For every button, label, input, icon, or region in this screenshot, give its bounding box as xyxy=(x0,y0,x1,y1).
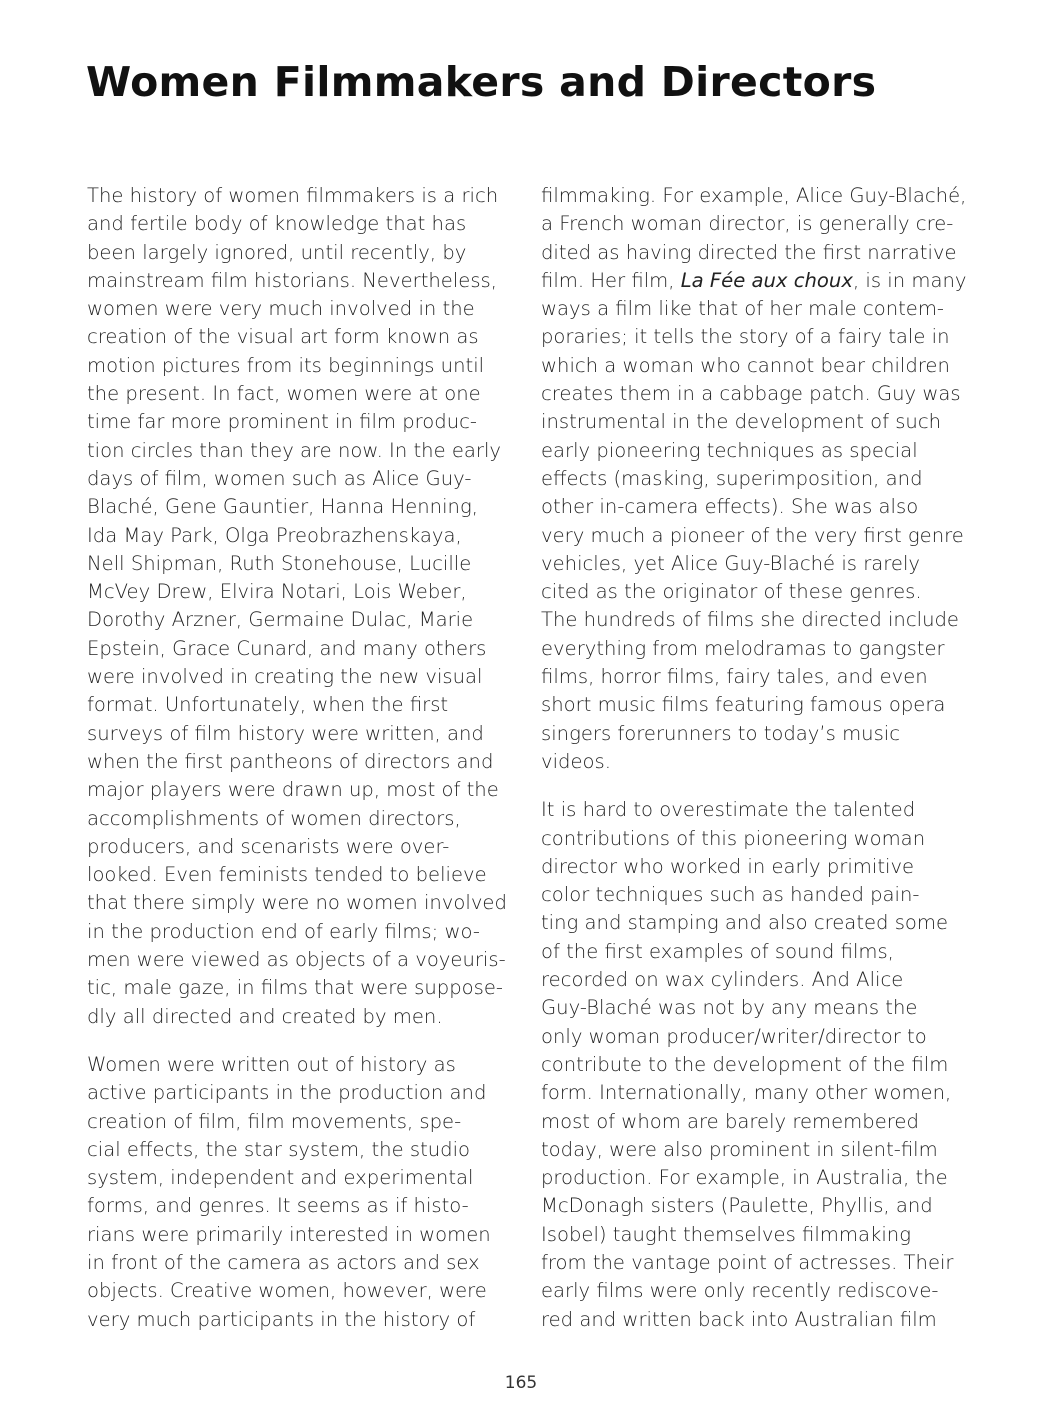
text-line: filmmaking. For example, Alice Guy-Blaché, xyxy=(541,184,967,207)
text-line: only woman producer/writer/director to xyxy=(541,1024,927,1048)
text-line: The hundreds of films she directed include xyxy=(541,608,959,632)
text-line: dly all directed and created by men. xyxy=(87,1004,443,1028)
text-line: singers forerunners to today’s music xyxy=(541,721,901,745)
text-line: color techniques such as handed pain- xyxy=(541,883,920,907)
text-line: creates them in a cabbage patch. Guy was xyxy=(541,382,961,406)
text-line: The history of women filmmakers is a rich xyxy=(87,184,499,207)
paragraph xyxy=(541,182,966,776)
text-line: mainstream film historians. Nevertheless, xyxy=(87,268,497,292)
text-line: red and written back into Australian film xyxy=(541,1307,937,1331)
film-title: La Fée aux choux xyxy=(680,268,853,292)
text-line: women were very much involved in the xyxy=(87,297,475,321)
text-line: early pioneering techniques as special xyxy=(541,438,918,462)
text-line: everything from melodramas to gangster xyxy=(541,636,945,660)
text-line: today, were also prominent in silent-film xyxy=(541,1137,938,1161)
text-line: creation of film, film movements, spe- xyxy=(87,1109,462,1133)
text-line: forms, and genres. It seems as if histo- xyxy=(87,1194,469,1218)
text-line: Isobel) taught themselves filmmaking xyxy=(541,1222,911,1246)
text-line: McDonagh sisters (Paulette, Phyllis, and xyxy=(541,1194,933,1218)
paragraph-spacer xyxy=(87,1031,507,1051)
text-line: in front of the camera as actors and sex xyxy=(87,1250,480,1274)
text-line: motion pictures from its beginnings until xyxy=(87,353,485,377)
text-fragment: , is in many xyxy=(852,268,967,292)
text-line: that there simply were no women involved xyxy=(87,891,507,915)
text-line: other in-camera effects). She was also xyxy=(541,495,919,519)
text-line: producers, and scenarists were over- xyxy=(87,834,450,858)
text-line: which a woman who cannot bear children xyxy=(541,353,950,377)
page-title: Women Filmmakers and Directors xyxy=(86,58,877,106)
text-line: Dorothy Arzner, Germaine Dulac, Marie xyxy=(87,608,474,632)
text-line: Guy-Blaché was not by any means the xyxy=(541,996,918,1020)
text-line: videos. xyxy=(541,749,611,773)
text-line: tion circles than they are now. In the early xyxy=(87,438,502,462)
text-line: films, horror films, fairy tales, and even xyxy=(541,665,928,689)
text-line: dited as having directed the first narrative xyxy=(541,240,957,264)
paragraph-spacer xyxy=(541,776,966,796)
paragraph xyxy=(87,182,507,1031)
text-line: Ida May Park, Olga Preobrazhenskaya, xyxy=(87,523,462,547)
text-line: director who worked in early primitive xyxy=(541,854,915,878)
text-line: It is hard to overestimate the talented xyxy=(541,798,916,822)
page-number: 165 xyxy=(504,1373,538,1393)
text-line: when the first pantheons of directors and xyxy=(87,749,494,773)
text-line: Women were written out of history as xyxy=(87,1052,456,1076)
text-line: Epstein, Grace Cunard, and many others xyxy=(87,636,487,660)
text-line: in the production end of early films; wo- xyxy=(87,919,480,943)
text-line: days of film, women such as Alice Guy- xyxy=(87,466,472,490)
left-column xyxy=(87,182,507,1334)
paragraph xyxy=(87,1051,507,1334)
text-line-with-film-title xyxy=(541,267,966,295)
text-line: accomplishments of women directors, xyxy=(87,806,461,830)
text-line: tic, male gaze, in films that were suppose- xyxy=(87,976,503,1000)
text-line: ting and stamping and also created some xyxy=(541,911,949,935)
text-line: been largely ignored, until recently, by xyxy=(87,240,467,264)
text-line: a French woman director, is generally cre- xyxy=(541,212,954,236)
text-line: effects (masking, superimposition, and xyxy=(541,466,923,490)
text-line: vehicles, yet Alice Guy-Blaché is rarely xyxy=(541,551,920,575)
text-line: Blaché, Gene Gauntier, Hanna Henning, xyxy=(87,495,478,519)
text-line: Nell Shipman, Ruth Stonehouse, Lucille xyxy=(87,551,472,575)
text-line: short music films featuring famous opera xyxy=(541,693,946,717)
text-line: production. For example, in Australia, the xyxy=(541,1166,948,1190)
text-line: major players were drawn up, most of the xyxy=(87,778,499,802)
text-line: men were viewed as objects of a voyeuris- xyxy=(87,948,506,972)
text-line: contributions of this pioneering woman xyxy=(541,826,926,850)
text-line: objects. Creative women, however, were xyxy=(87,1279,487,1303)
text-line: time far more prominent in film produc- xyxy=(87,410,477,434)
text-line: format. Unfortunately, when the first xyxy=(87,693,449,717)
text-line: McVey Drew, Elvira Notari, Lois Weber, xyxy=(87,580,467,604)
right-column xyxy=(541,182,966,1334)
text-line: and fertile body of knowledge that has xyxy=(87,212,467,236)
text-line: very much a pioneer of the very first genre xyxy=(541,523,964,547)
text-line: early films were only recently rediscove- xyxy=(541,1279,939,1303)
text-line: form. Internationally, many other women, xyxy=(541,1081,952,1105)
text-line: were involved in creating the new visual xyxy=(87,665,483,689)
text-line: poraries; it tells the story of a fairy tale in xyxy=(541,325,950,349)
text-line: creation of the visual art form known as xyxy=(87,325,479,349)
text-line: from the vantage point of actresses. Their xyxy=(541,1250,954,1274)
text-line: looked. Even feminists tended to believe xyxy=(87,863,487,887)
text-line: instrumental in the development of such xyxy=(541,410,942,434)
text-line: the present. In fact, women were at one xyxy=(87,382,481,406)
text-line: cited as the originator of these genres. xyxy=(541,580,922,604)
text-line: surveys of film history were written, and xyxy=(87,721,484,745)
text-line: active participants in the production and xyxy=(87,1081,487,1105)
text-line: most of whom are barely remembered xyxy=(541,1109,919,1133)
paragraph xyxy=(541,796,966,1334)
text-line: system, independent and experimental xyxy=(87,1166,474,1190)
text-line: ways a film like that of her male contem- xyxy=(541,297,945,321)
text-line: recorded on wax cylinders. And Alice xyxy=(541,968,904,992)
text-line: of the first examples of sound films, xyxy=(541,939,894,963)
text-line: rians were primarily interested in women xyxy=(87,1222,491,1246)
text-line: very much participants in the history of xyxy=(87,1307,476,1331)
text-fragment: film. Her film, xyxy=(541,268,681,292)
text-line: contribute to the development of the film xyxy=(541,1052,949,1076)
text-line: cial effects, the star system, the studio xyxy=(87,1137,471,1161)
